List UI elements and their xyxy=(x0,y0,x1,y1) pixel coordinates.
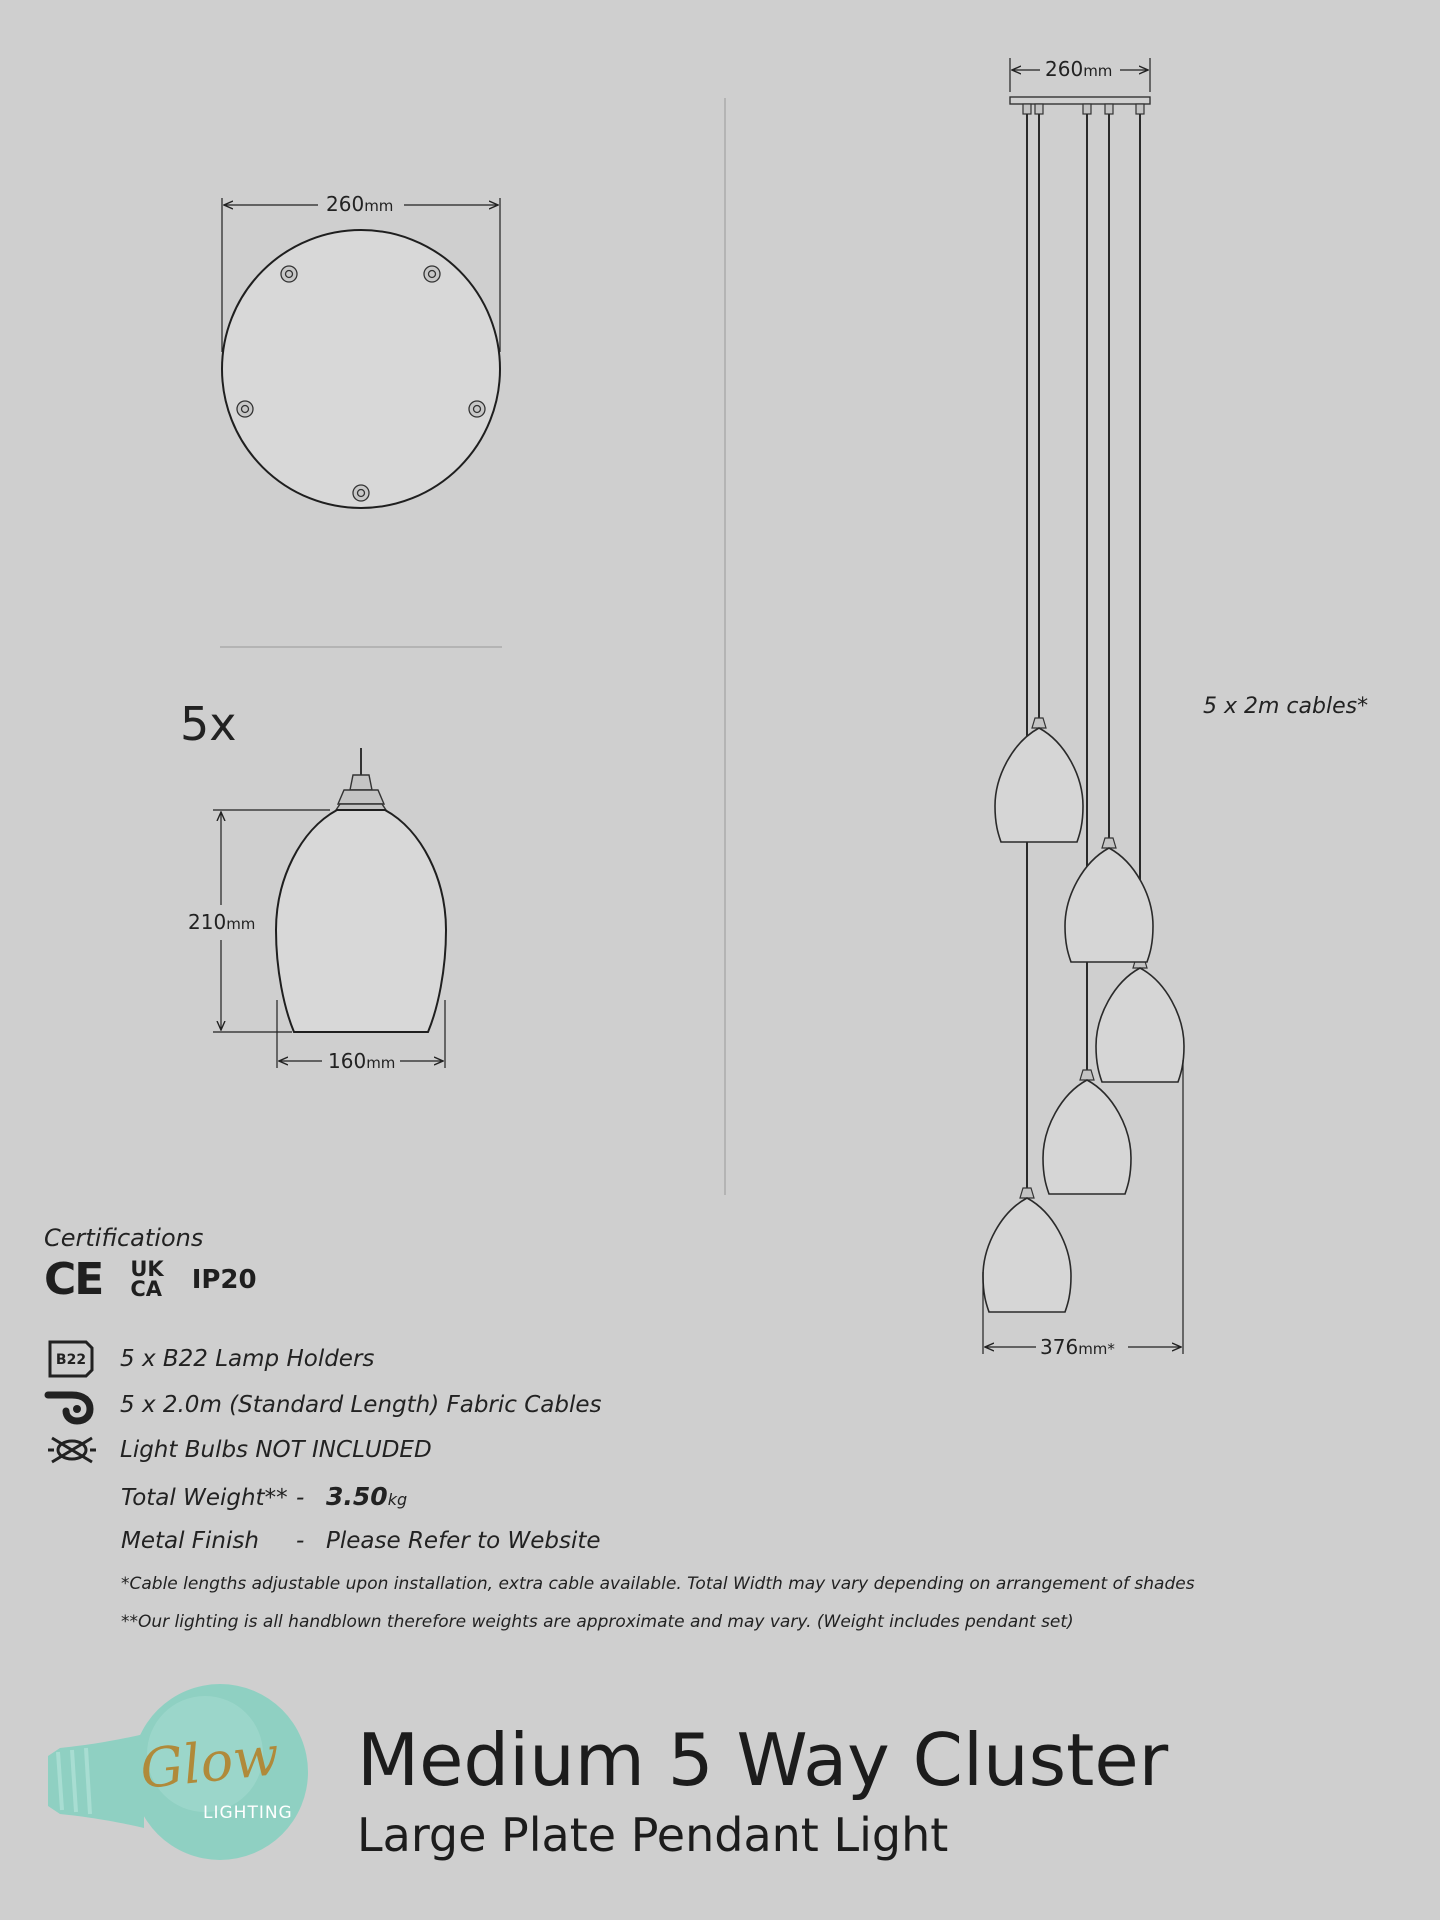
total-width-label: 376mm* xyxy=(1040,1335,1115,1359)
ceiling-width-label: 260mm xyxy=(1045,57,1113,81)
logo-sub: LIGHTING xyxy=(203,1803,293,1823)
product-title: Medium 5 Way Cluster xyxy=(357,1718,1169,1802)
ceiling-plate-top-view xyxy=(222,198,500,508)
b22-lamp-holder-icon xyxy=(44,1339,100,1379)
ip-rating: IP20 xyxy=(191,1265,257,1295)
spec-lamp-holders: B22 5 x B22 Lamp Holders xyxy=(44,1339,374,1379)
product-subtitle: Large Plate Pendant Light xyxy=(357,1808,949,1862)
plate-width-label: 260mm xyxy=(326,192,394,216)
fabric-cable-icon xyxy=(44,1385,100,1425)
certifications-title: Certifications xyxy=(44,1224,204,1252)
footnote-cable: *Cable lengths adjustable upon installation, extra cable available. Total Width may vary depending on arrangement of shades xyxy=(121,1574,1195,1594)
metal-finish-row: Metal Finish - Please Refer to Website xyxy=(121,1528,601,1554)
cables-note: 5 x 2m cables* xyxy=(1203,694,1369,719)
total-weight-row: Total Weight** - 3.50kg xyxy=(121,1482,408,1511)
spec-bulbs: Light Bulbs NOT INCLUDED xyxy=(44,1430,432,1470)
no-bulb-icon xyxy=(44,1430,100,1470)
certification-marks xyxy=(44,1254,257,1305)
ukca-mark: UK CA xyxy=(130,1257,164,1301)
cluster-elevation xyxy=(983,58,1184,1354)
svg-text:B22: B22 xyxy=(55,1352,87,1368)
shade-width-label: 160mm xyxy=(328,1049,396,1073)
ce-mark: CE xyxy=(44,1254,103,1305)
shade-count: 5x xyxy=(180,697,237,751)
logo-word: Glow xyxy=(137,1723,283,1802)
footnote-weight: **Our lighting is all handblown therefore weights are approximate and may vary. (Weight includes pendant set) xyxy=(121,1612,1074,1632)
shade-height-label: 210mm xyxy=(188,910,256,934)
shade-elevation xyxy=(213,748,446,1068)
spec-fabric-cables: 5 x 2.0m (Standard Length) Fabric Cables xyxy=(44,1385,602,1425)
